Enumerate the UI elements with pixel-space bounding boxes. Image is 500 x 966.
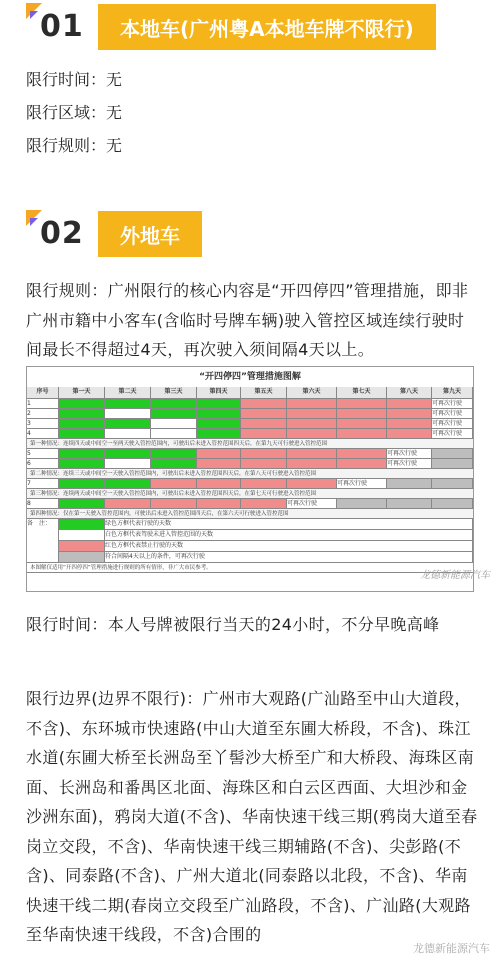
section-1-title: 本地车(广州粤A本地车牌不限行) (98, 4, 436, 50)
table-day-cell (197, 419, 241, 429)
table-day-cell (197, 429, 241, 439)
table-day-cell (287, 479, 337, 489)
legend-text: 白色方框代表驾驶未进入管控范围的天数 (105, 530, 473, 541)
table-day-cell (287, 429, 337, 439)
table-row-id: 6 (27, 459, 59, 469)
table-day-cell (105, 459, 151, 469)
table-note-row: 第三种情况：连续两天或中间空一天驶入管控范围内，可驶出后未进入管控范围四天后，在第七天可行驶进入管控范围 (27, 489, 473, 499)
legend-swatch (59, 530, 105, 541)
table-header-cell: 第九天 (432, 387, 473, 399)
table-day-cell (197, 409, 241, 419)
table-allow-cell: 可再次行驶 (337, 479, 387, 489)
section-2-title: 外地车 (98, 211, 202, 257)
table-day-cell (337, 419, 387, 429)
table-day-cell (59, 479, 105, 489)
table-day-cell (337, 449, 387, 459)
table-day-cell (337, 429, 387, 439)
table-day-cell (241, 449, 287, 459)
rule-diagram-table (26, 366, 474, 592)
table-day-cell (197, 499, 241, 509)
table-day-cell (105, 449, 151, 459)
legend-swatch (59, 541, 105, 552)
table-footer: 本图解仅适用“开四停四”管理措施进行规则的所有情形，非广大市民参考。 (27, 563, 473, 573)
table-day-cell (105, 499, 151, 509)
local-limit-time: 限行时间：无 (26, 70, 123, 89)
table-allow-cell: 可再次行驶 (387, 449, 432, 459)
table-row-id: 4 (27, 429, 59, 439)
table-day-cell (241, 459, 287, 469)
table-title: “开四停四”管理措施图解 (199, 372, 301, 382)
table-day-cell (287, 449, 337, 459)
table-allow-cell: 可再次行驶 (432, 409, 473, 419)
table-day-cell (241, 499, 287, 509)
table-day-cell (241, 409, 287, 419)
table-row-id: 2 (27, 409, 59, 419)
table-header-cell: 序号 (27, 387, 59, 399)
table-day-cell (387, 419, 432, 429)
table-row-id: 7 (27, 479, 59, 489)
table-day-cell (287, 409, 337, 419)
table-day-cell (287, 399, 337, 409)
table-day-cell (241, 479, 287, 489)
table-day-cell (241, 429, 287, 439)
table-row-id: 3 (27, 419, 59, 429)
nonlocal-rule-paragraph: 限行规则：广州限行的核心内容是“开四停四”管理措施，即非广州市籍中小客车(含临时号牌车辆)驶入管控区域连续行驶时间最长不得超过4天，再次驶入须间隔4天以上。 (26, 281, 469, 359)
local-limit-area: 限行区域：无 (26, 103, 123, 122)
table-header-cell: 第二天 (105, 387, 151, 399)
legend-swatch (59, 519, 105, 530)
legend-text: 符合间隔4天以上的条件，可再次行驶 (105, 552, 473, 563)
table-day-cell (59, 409, 105, 419)
table-header-cell: 第六天 (287, 387, 337, 399)
table-day-cell (151, 419, 197, 429)
table-day-cell (151, 429, 197, 439)
table-day-cell (151, 409, 197, 419)
table-header-cell: 第八天 (387, 387, 432, 399)
table-day-cell (387, 399, 432, 409)
table-allow-cell: 可再次行驶 (432, 399, 473, 409)
table-watermark: 龙德新能源汽车 (420, 570, 490, 581)
nonlocal-boundary-paragraph: 限行边界(边界不限行)：广州市大观路(广汕路至中山大道段，不含)、东环城市快速路(中山大道至东圃大桥段，不含)、珠江水道(东圃大桥至长洲岛至丫髻沙大桥至广和大桥段、海珠区南面、长洲岛和番禺区北面、海珠区和白云区西面、大坦沙和金沙洲东面)，鸦岗大道(不含)、华南快速干线三期(鸦岗大道至春岗立交段，不含)、华南快速干线三期辅路(不含)、尖彭路(不含)、同泰路(不含)、广州大道北(同泰路以北段，不含)、华南快速干线二期(春岗立交段至广汕路段，不含)、广汕路(大观路至华南快速干线段，不含)合围的 (26, 689, 478, 944)
table-allow-cell: 可再次行驶 (287, 499, 337, 509)
table-day-cell (105, 419, 151, 429)
nonlocal-limit-time: 限行时间：本人号牌被限行当天的24小时，不分早晚高峰 (26, 615, 440, 634)
table-day-cell (387, 429, 432, 439)
table-day-cell (197, 449, 241, 459)
table-day-cell (432, 449, 473, 459)
table-allow-cell: 可再次行驶 (432, 419, 473, 429)
table-day-cell (151, 449, 197, 459)
table-row-id: 5 (27, 449, 59, 459)
table-day-cell (59, 449, 105, 459)
table-day-cell (105, 479, 151, 489)
legend-text: 红色方框代表禁止行驶的天数 (105, 541, 473, 552)
table-header-cell: 第一天 (59, 387, 105, 399)
section-1-number: 01 (26, 3, 98, 51)
table-header-cell: 第四天 (197, 387, 241, 399)
table-day-cell (151, 479, 197, 489)
table-day-cell (387, 479, 432, 489)
table-day-cell (197, 399, 241, 409)
table-day-cell (287, 459, 337, 469)
legend-text: 绿色方框代表行驶的天数 (105, 519, 473, 530)
table-day-cell (241, 419, 287, 429)
table-note-row: 第二种情况：连续三天或中间空一天驶入管控范围内，可驶出后未进入管控范围四天后，在第八天可行驶进入管控范围 (27, 469, 473, 479)
table-header-cell: 第三天 (151, 387, 197, 399)
table-allow-cell: 可再次行驶 (432, 429, 473, 439)
table-day-cell (197, 459, 241, 469)
table-day-cell (432, 479, 473, 489)
legend-swatch (59, 552, 105, 563)
section-2-header (26, 210, 202, 258)
table-day-cell (59, 499, 105, 509)
table-day-cell (387, 409, 432, 419)
corner-triangle-accent-icon (30, 218, 38, 226)
table-day-cell (105, 399, 151, 409)
table-note-row: 第四种情况：仅在第一天驶入管控范围内，可驶出后未进入管控范围四天后，在第六天可行驶进入管控范围 (27, 509, 473, 519)
table-day-cell (59, 419, 105, 429)
legend-label: 备 注： (27, 519, 59, 563)
table-day-cell (151, 459, 197, 469)
table-day-cell (105, 429, 151, 439)
table-day-cell (59, 399, 105, 409)
table-header-cell: 第五天 (241, 387, 287, 399)
table-day-cell (241, 399, 287, 409)
table-day-cell (337, 399, 387, 409)
table-day-cell (59, 429, 105, 439)
table-row-id: 8 (27, 499, 59, 509)
table-allow-cell: 可再次行驶 (387, 459, 432, 469)
table-day-cell (432, 499, 473, 509)
table-row-id: 1 (27, 399, 59, 409)
table-day-cell (151, 399, 197, 409)
table-day-cell (432, 459, 473, 469)
section-2-number: 02 (26, 210, 98, 258)
page-watermark: 龙德新能源汽车 (413, 942, 490, 955)
table-day-cell (337, 409, 387, 419)
table-day-cell (387, 499, 432, 509)
table-day-cell (59, 459, 105, 469)
corner-triangle-accent-icon (30, 11, 38, 19)
table-day-cell (337, 499, 387, 509)
table-day-cell (105, 409, 151, 419)
table-day-cell (337, 459, 387, 469)
table-day-cell (151, 499, 197, 509)
table-day-cell (287, 419, 337, 429)
table-header-cell: 第七天 (337, 387, 387, 399)
local-limit-rule: 限行规则：无 (26, 136, 123, 155)
table-day-cell (197, 479, 241, 489)
section-1-header (26, 3, 436, 51)
table-note-row: 第一种情况：连续四天或中间空一至两天驶入管控范围内，可驶出后未进入管控范围四天后，在第九天可行驶进入管控范围 (27, 439, 473, 449)
